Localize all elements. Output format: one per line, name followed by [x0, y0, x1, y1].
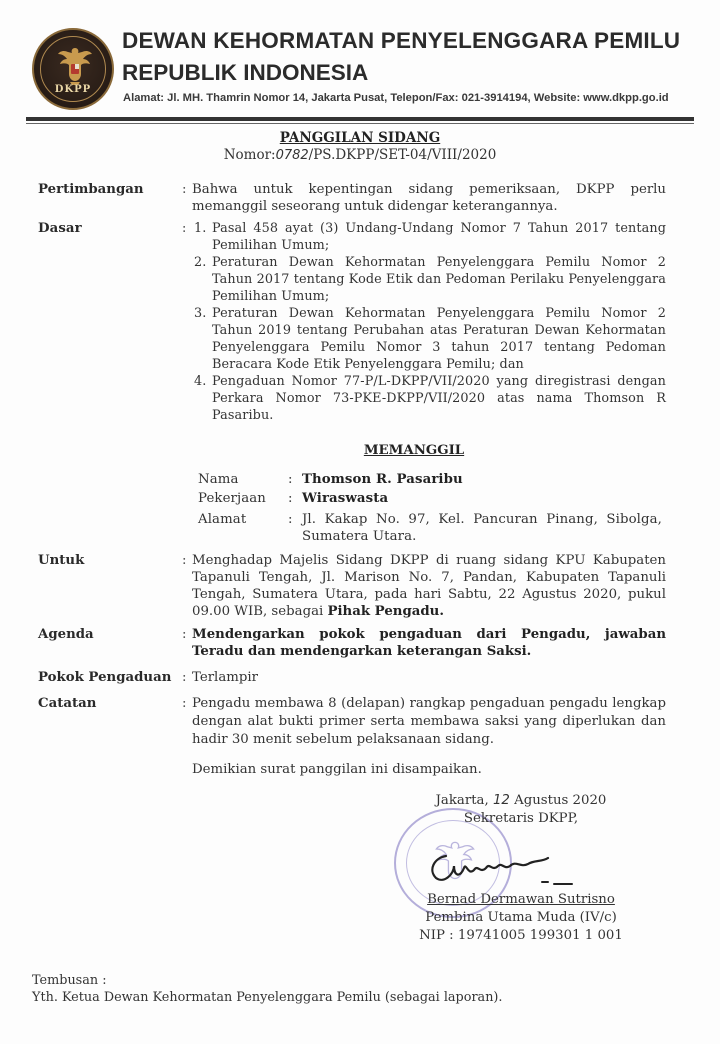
label-pertimbangan: Pertimbangan [38, 182, 144, 197]
label-dasar: Dasar [38, 221, 82, 236]
letterhead [30, 26, 694, 116]
org-name-line1: DEWAN KEHORMATAN PENYELENGGARA PEMILU [122, 28, 681, 53]
value-pertimbangan: Bahwa untuk kepentingan sidang pemeriksaan, DKPP perlu memanggil seseorang untuk didengar keterangannya. [192, 182, 666, 214]
signer-rank: Pembina Utama Muda (IV/c) [425, 910, 617, 925]
item-number: 1. [194, 221, 207, 236]
field-label: Pekerjaan [198, 491, 266, 506]
field-value-pekerjaan: Wiraswasta [302, 491, 389, 506]
garuda-emblem-icon [56, 44, 94, 86]
tembusan-label: Tembusan : [32, 973, 107, 988]
org-address: Alamat: Jl. MH. Thamrin Nomor 14, Jakarta Pusat, Telepon/Fax: 021-3914194, Website: www.dkpp.go.id [123, 92, 669, 104]
number-prefix: Nomor: [223, 147, 276, 163]
colon: : [182, 670, 187, 685]
document-number [0, 147, 720, 163]
colon: : [182, 182, 187, 197]
tembusan [32, 972, 503, 1006]
handwritten-signature-icon [424, 836, 574, 890]
colon: : [182, 221, 187, 236]
closing-statement: Demikian surat panggilan ini disampaikan. [192, 762, 482, 777]
number-handwritten: 0782 [275, 148, 309, 163]
field-label: Alamat [198, 512, 247, 527]
value-pokok-pengaduan: Terlampir [192, 670, 258, 685]
field-label: Nama [198, 472, 239, 487]
item-number: 2. [194, 255, 207, 270]
header-divider-thick [26, 117, 694, 121]
dasar-item-3 [192, 305, 666, 373]
signer-nip: NIP : 19741005 199301 1 001 [419, 928, 623, 943]
date-month-year: Agustus 2020 [514, 793, 607, 808]
label-catatan: Catatan [38, 696, 97, 711]
signature-header [406, 792, 636, 828]
value-untuk [192, 552, 666, 620]
date-day-handwritten: 12 [492, 793, 510, 808]
colon: : [288, 512, 293, 527]
field-value-alamat: Jl. Kakap No. 97, Kel. Pancuran Pinang, Sibolga, Sumatera Utara. [302, 512, 662, 544]
colon: : [288, 491, 293, 506]
item-text: Pasal 458 ayat (3) Undang-Undang Nomor 7 Tahun 2017 tentang Pemilihan Umum; [212, 221, 666, 253]
header-divider-thin [26, 123, 694, 124]
item-number: 4. [194, 374, 207, 389]
tembusan-text: Yth. Ketua Dewan Kehormatan Penyelenggara Pemilu (sebagai laporan). [32, 990, 503, 1005]
colon: : [182, 627, 187, 642]
place-date [406, 792, 636, 810]
org-name-line2: REPUBLIK INDONESIA [122, 60, 369, 85]
dasar-list [192, 220, 666, 424]
dasar-item-1 [192, 220, 666, 254]
dasar-item-4 [192, 373, 666, 424]
colon: : [288, 472, 293, 487]
logo-text: DKPP [54, 84, 92, 95]
value-catatan: Pengadu membawa 8 (delapan) rangkap pengaduan pengadu lengkap dengan alat bukti primer serta membawa saksi yang diperlukan dan hadir 30 menit sebelum pelaksanaan sidang. [192, 696, 666, 747]
untuk-text: Menghadap Majelis Sidang DKPP di ruang sidang KPU Kabupaten Tapanuli Tengah, Jl. Marison No. 7, Pandan, Kabupaten Tapanuli Tengah, Sumatera Utara, pada hari Sabtu, 22 Agustus 2020, pukul 09.00 WIB, sebagai [192, 553, 666, 619]
colon: : [182, 696, 187, 711]
signer-name: Bernad Dermawan Sutrisno [427, 892, 615, 907]
untuk-role: Pihak Pengadu. [327, 604, 444, 619]
memanggil-title: MEMANGGIL [363, 443, 465, 458]
label-pokok-pengaduan: Pokok Pengaduan [38, 670, 172, 685]
place: Jakarta, [435, 793, 489, 808]
item-number: 3. [194, 306, 207, 321]
document-title: PANGGILAN SIDANG [279, 130, 441, 146]
value-agenda: Mendengarkan pokok pengaduan dari Pengadu, jawaban Teradu dan mendengarkan keterangan Saksi. [192, 627, 666, 659]
dasar-item-2 [192, 254, 666, 305]
field-value-nama: Thomson R. Pasaribu [302, 472, 463, 487]
number-suffix: /PS.DKPP/SET-04/VIII/2020 [308, 147, 497, 163]
signer-position: Sekretaris DKPP, [463, 811, 579, 826]
item-text: Peraturan Dewan Kehormatan Penyelenggara Pemilu Nomor 2 Tahun 2019 tentang Perubahan atas Peraturan Dewan Kehormatan Penyelenggara Pemilu Nomor 3 tahun 2017 tentang Pedoman Beracara Kode Etik Penyelenggara Pemilu; dan [212, 306, 666, 372]
item-text: Peraturan Dewan Kehormatan Penyelenggara Pemilu Nomor 2 Tahun 2017 tentang Kode Etik dan Pedoman Perilaku Penyelenggara Pemilihan Umum; [212, 255, 666, 304]
colon: : [182, 553, 187, 568]
label-untuk: Untuk [38, 553, 85, 568]
dkpp-logo [32, 28, 114, 110]
label-agenda: Agenda [38, 627, 94, 642]
item-text: Pengaduan Nomor 77-P/L-DKPP/VII/2020 yang diregistrasi dengan Perkara Nomor 73-PKE-DKPP/VII/2020 atas nama Thomson R Pasaribu. [212, 374, 666, 423]
